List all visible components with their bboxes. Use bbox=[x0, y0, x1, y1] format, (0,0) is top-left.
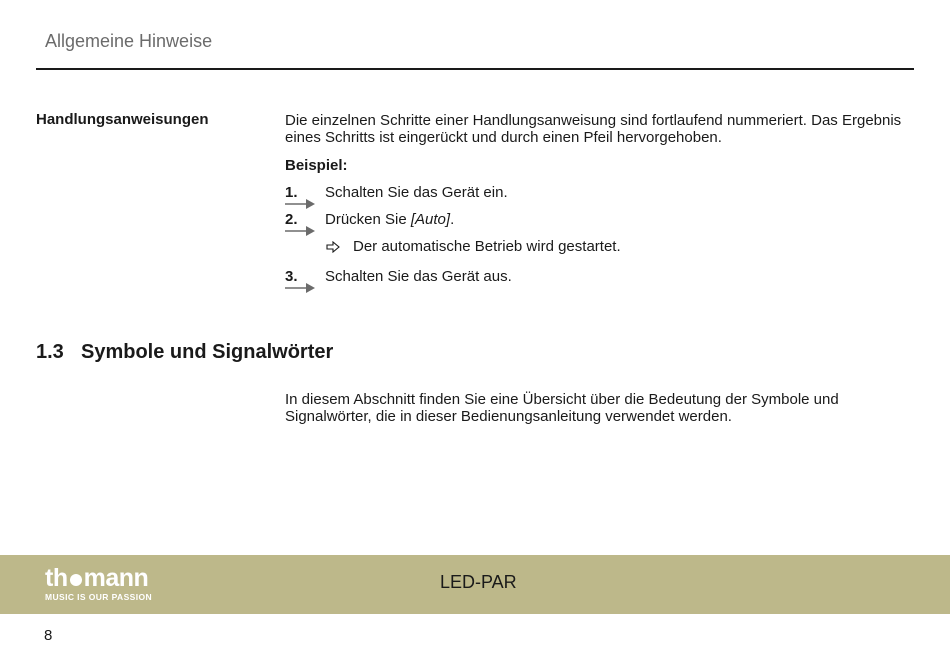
page-number: 8 bbox=[44, 627, 53, 644]
thomann-logo: th mann MUSIC IS OUR PASSION bbox=[45, 564, 153, 602]
step-arrow-icon bbox=[285, 283, 315, 293]
chapter-text: In diesem Abschnitt finden Sie eine Übersicht über die Bedeutung der Symbole und Signalwörter, die in dieser Bedienungsanleitung verwendet werden. bbox=[285, 391, 839, 425]
step-item bbox=[285, 184, 915, 204]
page-header-title: Allgemeine Hinweise bbox=[45, 31, 213, 51]
step-arrow-icon bbox=[285, 199, 315, 209]
button-label-auto: [Auto] bbox=[410, 211, 451, 228]
step-number: 3. bbox=[285, 268, 298, 285]
example-label: Beispiel: bbox=[285, 157, 348, 174]
result-text: Der automatische Betrieb wird gestartet. bbox=[353, 238, 621, 255]
step-text: Drücken Sie [Auto]. bbox=[325, 211, 455, 228]
logo-slogan: MUSIC IS OUR PASSION bbox=[45, 592, 153, 602]
section-label: Handlungsanweisungen bbox=[36, 111, 209, 128]
chapter-title: Symbole und Signalwörter bbox=[81, 341, 334, 363]
step-arrow-icon bbox=[285, 226, 315, 236]
step-text: Schalten Sie das Gerät aus. bbox=[325, 268, 512, 285]
chapter-heading bbox=[36, 341, 333, 364]
step-item bbox=[285, 268, 915, 288]
logo-dot-icon bbox=[69, 573, 83, 587]
step-text: Schalten Sie das Gerät ein. bbox=[325, 184, 508, 201]
footer-band bbox=[0, 555, 950, 614]
step-number: 1. bbox=[285, 184, 298, 201]
chapter-number: 1.3 bbox=[36, 341, 64, 363]
result-arrow-icon bbox=[326, 241, 340, 253]
product-name: LED-PAR bbox=[440, 572, 517, 592]
step-item bbox=[285, 211, 915, 231]
section-intro: Die einzelnen Schritte einer Handlungsanweisung sind fortlaufend nummeriert. Das Ergebnis eines Schritts ist eingerückt und durch einen Pfeil hervorgehoben. bbox=[285, 112, 902, 146]
step-number: 2. bbox=[285, 211, 298, 228]
header-divider bbox=[36, 68, 914, 70]
